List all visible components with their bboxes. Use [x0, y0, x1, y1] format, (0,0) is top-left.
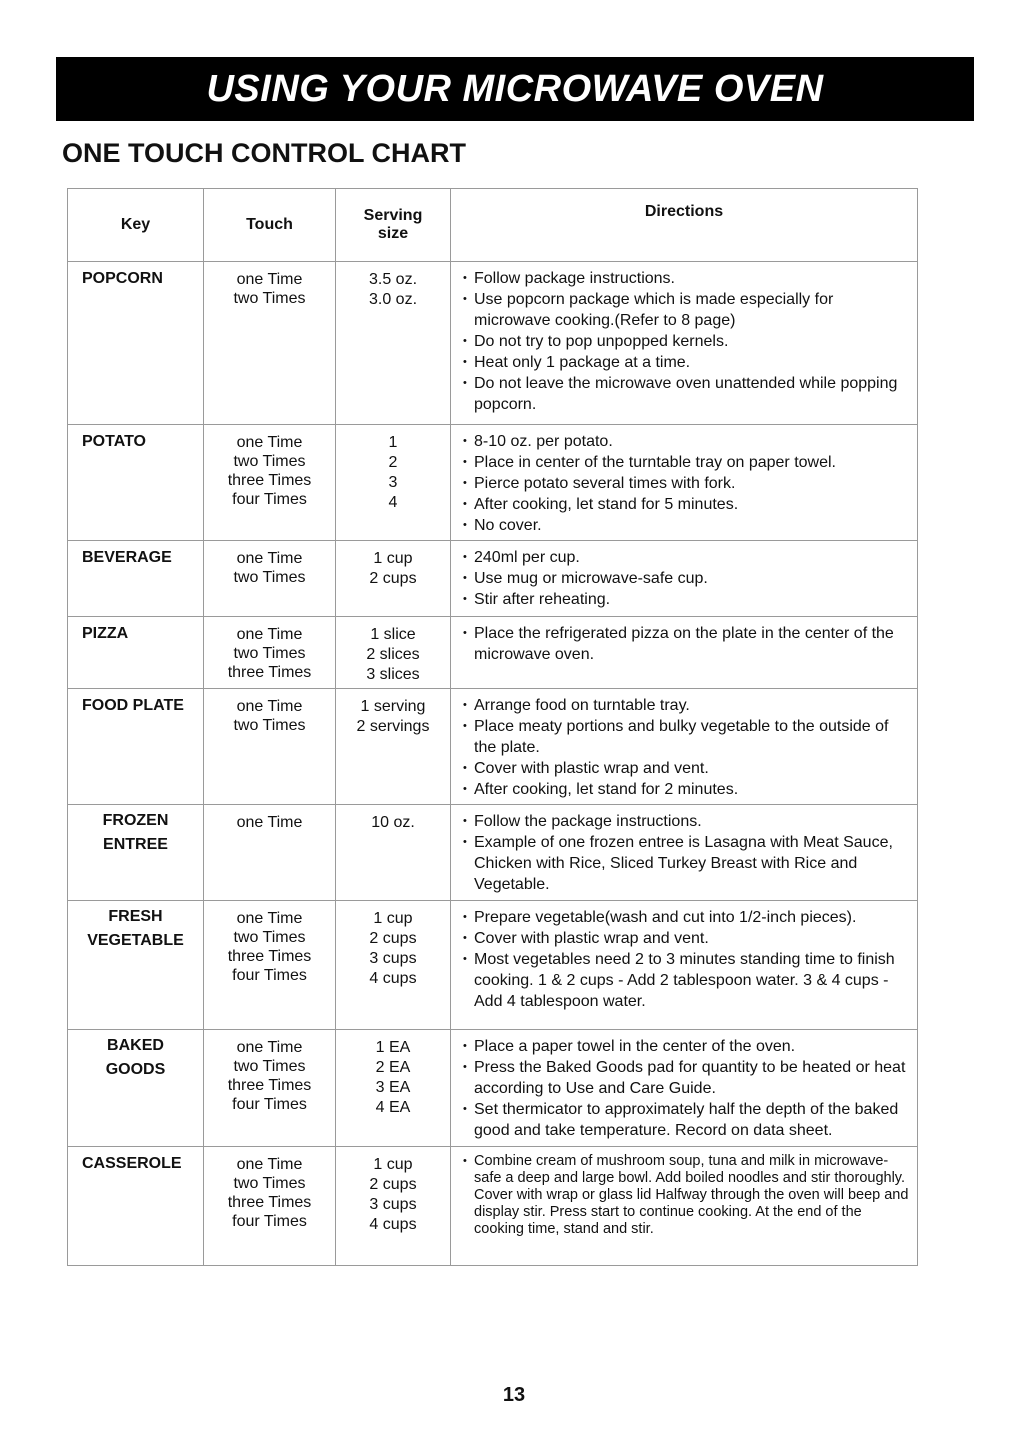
serving-cell	[336, 617, 451, 689]
touch-value: one Time	[236, 814, 303, 831]
column-header-key: Key	[68, 189, 204, 262]
directions-list	[463, 268, 913, 415]
touch-cell	[204, 689, 336, 805]
touch-value: two Times	[233, 929, 306, 946]
touch-value: one Time	[236, 1156, 303, 1173]
direction-item: • 240ml per cup.	[463, 547, 913, 568]
touch-cell	[204, 425, 336, 541]
direction-item: • Place in center of the turntable tray on paper towel.	[463, 452, 913, 473]
directions-cell	[451, 617, 918, 689]
key-cell: FRESH VEGETABLE	[68, 901, 204, 1030]
serving-value: 3 cups	[369, 1196, 417, 1213]
column-header-directions: Directions	[451, 189, 918, 262]
section-banner	[56, 57, 974, 121]
direction-item: • Place a paper towel in the center of the oven.	[463, 1036, 913, 1057]
touch-cell	[204, 1147, 336, 1266]
directions-cell	[451, 805, 918, 901]
direction-item: • Follow the package instructions.	[463, 811, 913, 832]
serving-value: 1 slice	[370, 626, 416, 643]
serving-cell	[336, 1147, 451, 1266]
serving-value: 3 EA	[375, 1079, 411, 1096]
directions-cell	[451, 262, 918, 425]
key-cell: FROZEN ENTREE	[68, 805, 204, 901]
directions-list	[463, 547, 913, 610]
serving-cell	[336, 541, 451, 617]
touch-value: one Time	[236, 271, 303, 288]
touch-value: four Times	[232, 967, 307, 984]
serving-cell	[336, 262, 451, 425]
serving-value: 3 cups	[369, 950, 417, 967]
direction-item: • After cooking, let stand for 2 minutes.	[463, 779, 913, 800]
direction-item: • Cover with plastic wrap and vent.	[463, 758, 913, 779]
serving-value: 3.0 oz.	[368, 291, 418, 308]
key-cell: CASSEROLE	[68, 1147, 204, 1266]
direction-item: • Combine cream of mushroom soup, tuna and milk in microwave-safe a deep and large bowl. Add boiled noodles and stir thoroughly. Cover with wrap or glass lid Halfway through the oven will beep and display stir. Press start to continue cooking. At the end of the cooking time, stand and stir.	[463, 1153, 913, 1238]
serving-value: 4 cups	[369, 1216, 417, 1233]
serving-value: 2 cups	[369, 1176, 417, 1193]
column-header-touch: Touch	[204, 189, 336, 262]
serving-cell	[336, 689, 451, 805]
table-row	[68, 617, 918, 689]
touch-value: one Time	[236, 910, 303, 927]
table-row	[68, 805, 918, 901]
serving-value: 2 cups	[369, 570, 417, 587]
touch-value: one Time	[236, 626, 303, 643]
table-row	[68, 425, 918, 541]
direction-item: • Place meaty portions and bulky vegetable to the outside of the plate.	[463, 716, 913, 758]
touch-value: two Times	[233, 717, 306, 734]
table-row	[68, 689, 918, 805]
serving-value: 2	[388, 454, 398, 471]
touch-value: three Times	[227, 664, 312, 681]
direction-item: • 8-10 oz. per potato.	[463, 431, 913, 452]
serving-value: 1 cup	[373, 910, 413, 927]
direction-item: • Example of one frozen entree is Lasagna with Meat Sauce, Chicken with Rice, Sliced Turkey Breast with Rice and Vegetable.	[463, 832, 913, 895]
column-header-serving-size: Serving size	[336, 189, 451, 262]
serving-value: 4	[388, 494, 398, 511]
touch-value: three Times	[227, 948, 312, 965]
serving-value: 1	[388, 434, 398, 451]
direction-item: • Place the refrigerated pizza on the plate in the center of the microwave oven.	[463, 623, 913, 665]
serving-cell	[336, 805, 451, 901]
serving-value: 3	[388, 474, 398, 491]
direction-item: • Set thermicator to approximately half the depth of the baked good and take temperature. Record on data sheet.	[463, 1099, 913, 1141]
serving-value: 1 cup	[373, 1156, 413, 1173]
direction-item: • Do not try to pop unpopped kernels.	[463, 331, 913, 352]
touch-value: three Times	[227, 1077, 312, 1094]
directions-list	[463, 811, 913, 895]
directions-list	[463, 431, 913, 536]
directions-cell	[451, 425, 918, 541]
direction-item: • Heat only 1 package at a time.	[463, 352, 913, 373]
key-cell: POTATO	[68, 425, 204, 541]
table-row	[68, 262, 918, 425]
directions-list	[463, 623, 913, 665]
direction-item: • Most vegetables need 2 to 3 minutes standing time to finish cooking. 1 & 2 cups - Add 2 tablespoon water. 3 & 4 cups - Add 4 tablespoon water.	[463, 949, 913, 1012]
table-row	[68, 1147, 918, 1266]
directions-cell	[451, 541, 918, 617]
touch-cell	[204, 617, 336, 689]
touch-value: two Times	[233, 645, 306, 662]
serving-value: 4 EA	[375, 1099, 411, 1116]
directions-cell	[451, 1030, 918, 1147]
direction-item: • Press the Baked Goods pad for quantity to be heated or heat according to Use and Care Guide.	[463, 1057, 913, 1099]
direction-item: • Pierce potato several times with fork.	[463, 473, 913, 494]
serving-value: 2 EA	[375, 1059, 411, 1076]
direction-item: • Prepare vegetable(wash and cut into 1/2-inch pieces).	[463, 907, 913, 928]
touch-value: one Time	[236, 550, 303, 567]
key-cell: FOOD PLATE	[68, 689, 204, 805]
direction-item: • After cooking, let stand for 5 minutes.	[463, 494, 913, 515]
directions-list	[463, 695, 913, 800]
banner-title: USING YOUR MICROWAVE OVEN	[206, 67, 824, 110]
touch-value: four Times	[232, 1096, 307, 1113]
directions-list	[463, 1153, 913, 1238]
direction-item: • Arrange food on turntable tray.	[463, 695, 913, 716]
touch-value: one Time	[236, 434, 303, 451]
directions-list	[463, 1036, 913, 1141]
touch-value: one Time	[236, 1039, 303, 1056]
key-cell: POPCORN	[68, 262, 204, 425]
serving-value: 2 cups	[369, 930, 417, 947]
serving-value: 3.5 oz.	[368, 271, 418, 288]
directions-cell	[451, 1147, 918, 1266]
touch-value: two Times	[233, 1175, 306, 1192]
table-row	[68, 1030, 918, 1147]
touch-cell	[204, 1030, 336, 1147]
direction-item: • Do not leave the microwave oven unattended while popping popcorn.	[463, 373, 913, 415]
direction-item: • Use mug or microwave-safe cup.	[463, 568, 913, 589]
direction-item: • Stir after reheating.	[463, 589, 913, 610]
key-cell: BEVERAGE	[68, 541, 204, 617]
serving-value: 3 slices	[366, 666, 420, 683]
touch-cell	[204, 541, 336, 617]
key-cell: PIZZA	[68, 617, 204, 689]
touch-value: two Times	[233, 453, 306, 470]
table-row	[68, 901, 918, 1030]
touch-value: four Times	[232, 491, 307, 508]
key-cell: BAKED GOODS	[68, 1030, 204, 1147]
table-header-row	[68, 189, 918, 262]
serving-cell	[336, 901, 451, 1030]
directions-list	[463, 907, 913, 1012]
touch-value: three Times	[227, 1194, 312, 1211]
serving-cell	[336, 1030, 451, 1147]
table-row	[68, 541, 918, 617]
serving-cell	[336, 425, 451, 541]
touch-value: four Times	[232, 1213, 307, 1230]
serving-value: 1 cup	[373, 550, 413, 567]
serving-value: 2 servings	[356, 718, 430, 735]
serving-value: 1 EA	[375, 1039, 411, 1056]
serving-value: 2 slices	[366, 646, 420, 663]
touch-cell	[204, 262, 336, 425]
touch-value: three Times	[227, 472, 312, 489]
serving-value: 1 serving	[360, 698, 426, 715]
direction-item: • Cover with plastic wrap and vent.	[463, 928, 913, 949]
direction-item: • Follow package instructions.	[463, 268, 913, 289]
touch-cell	[204, 901, 336, 1030]
one-touch-control-chart	[67, 188, 918, 1266]
directions-cell	[451, 689, 918, 805]
serving-value: 4 cups	[369, 970, 417, 987]
direction-item: • No cover.	[463, 515, 913, 536]
chart-title: ONE TOUCH CONTROL CHART	[62, 138, 466, 168]
touch-value: two Times	[233, 569, 306, 586]
touch-value: two Times	[233, 1058, 306, 1075]
direction-item: • Use popcorn package which is made especially for microwave cooking.(Refer to 8 page)	[463, 289, 913, 331]
serving-value: 10 oz.	[371, 814, 415, 831]
touch-value: one Time	[236, 698, 303, 715]
touch-cell	[204, 805, 336, 901]
page-number: 13	[502, 1384, 526, 1406]
directions-cell	[451, 901, 918, 1030]
touch-value: two Times	[233, 290, 306, 307]
